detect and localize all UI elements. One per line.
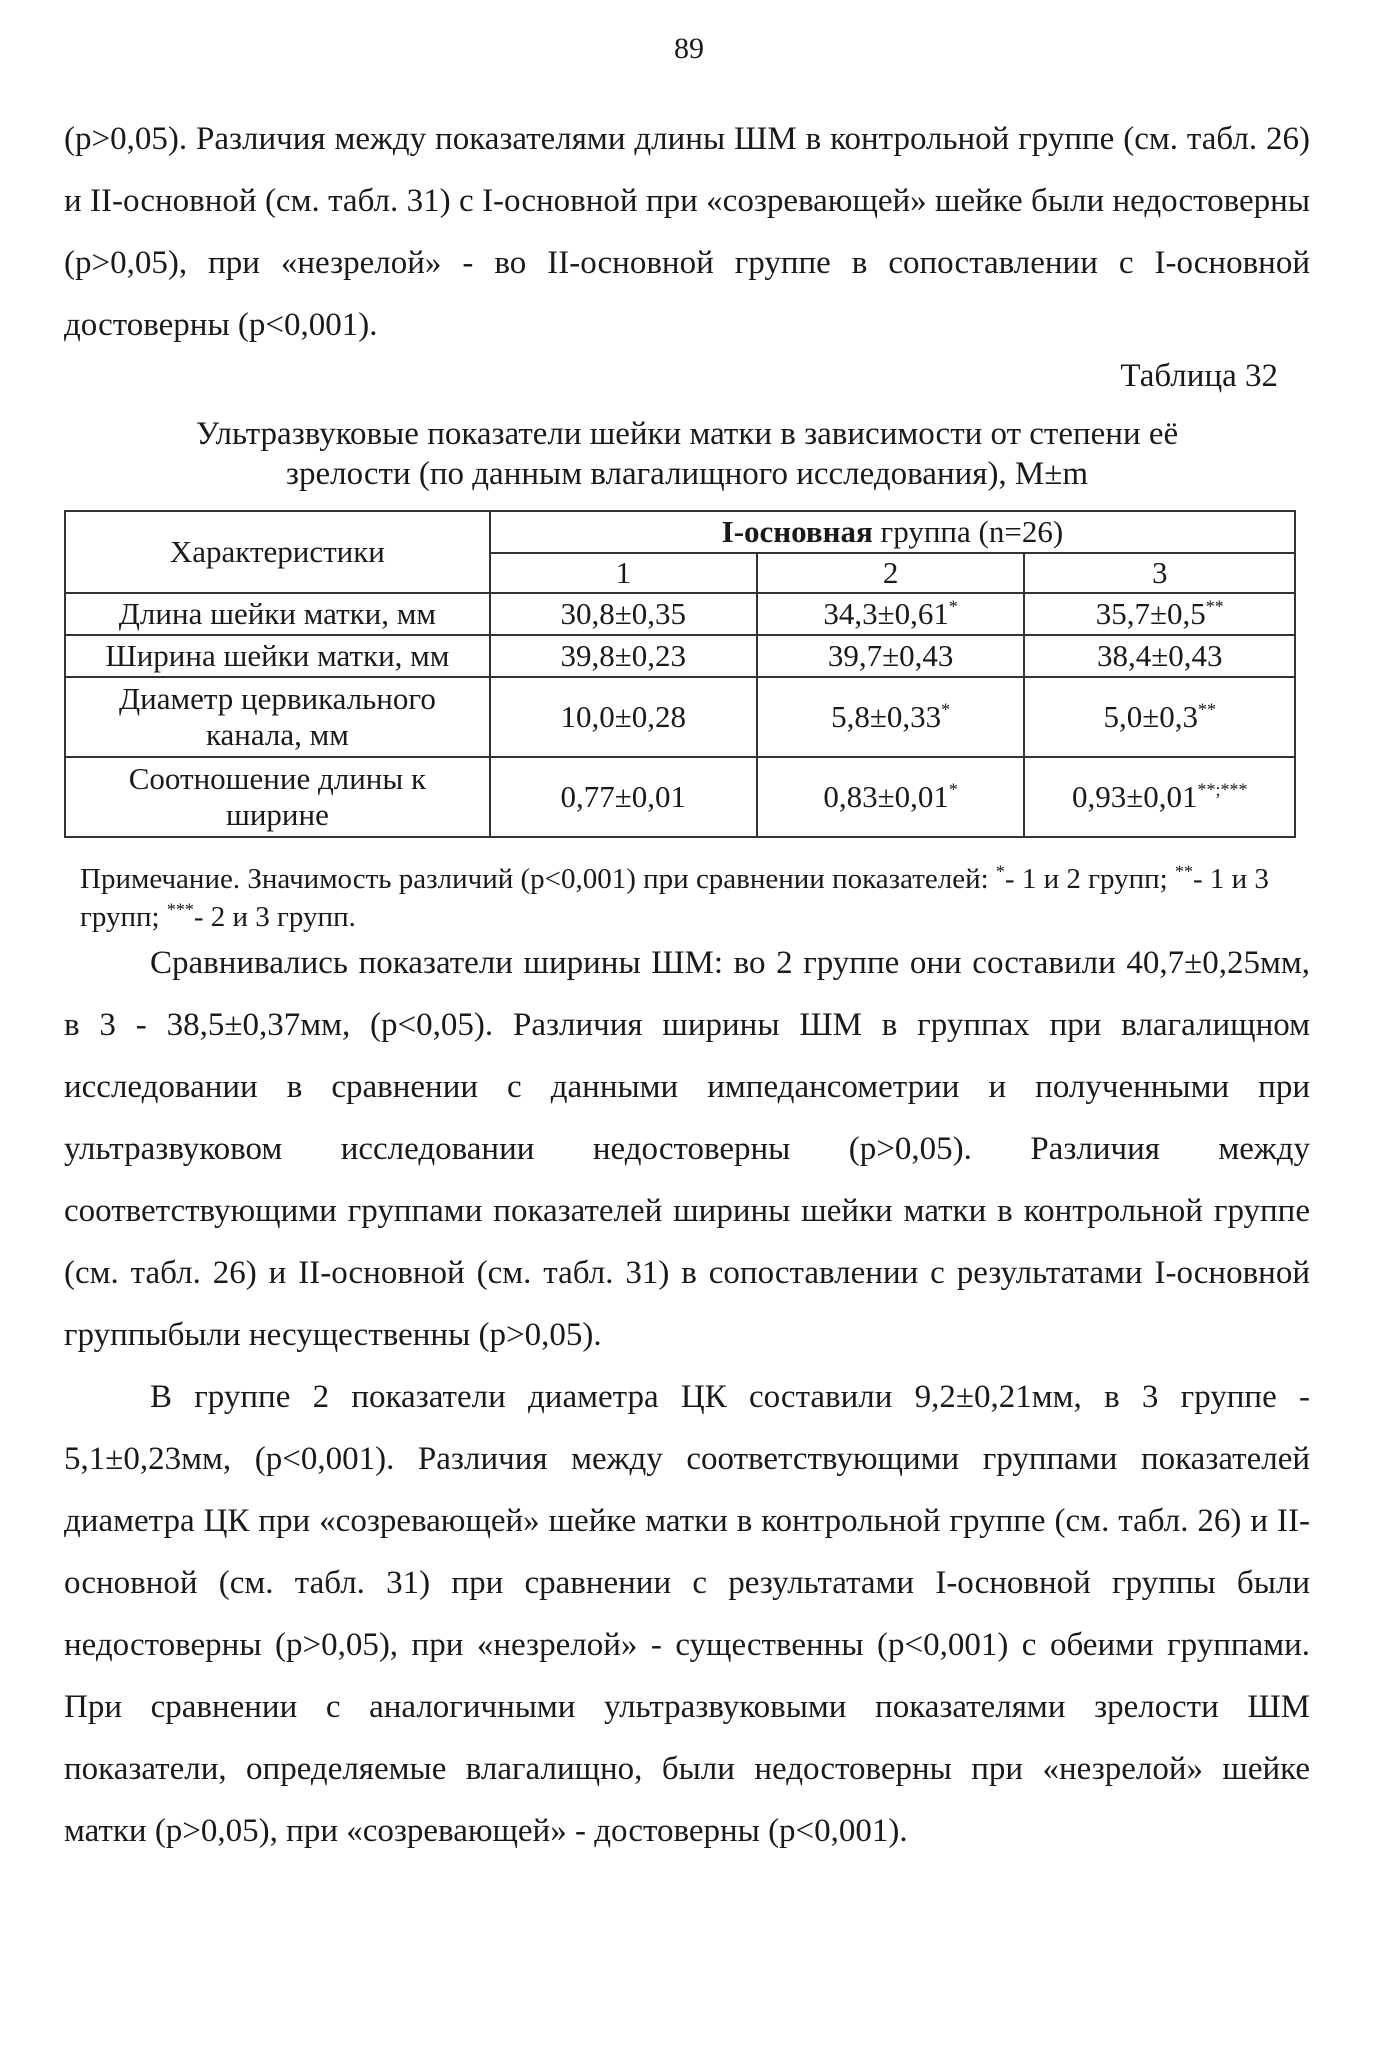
header-group-rest: группа (n=26) <box>872 514 1064 549</box>
cell-value: 38,4±0,43 <box>1024 635 1295 677</box>
table-label: Таблица 32 <box>1120 358 1278 394</box>
intro-paragraph: (p>0,05). Различия между показателями длины ШМ в контрольной группе (см. табл. 26) и II-основной (см. табл. 31) с I-основной при «созревающей» шейке были недостоверны (p>0,05), при «незрелой» - во II-основной группе в сопоставлении с I-основной достоверны (p<0,001). <box>64 121 1310 343</box>
cell-value: 39,7±0,43 <box>757 635 1025 677</box>
header-col-2: 2 <box>757 553 1025 593</box>
row-name: Соотношение длины к ширине <box>65 757 490 837</box>
row-name: Ширина шейки матки, мм <box>65 635 490 677</box>
cell-value: 5,0±0,3** <box>1024 677 1295 757</box>
table-row <box>65 677 1295 757</box>
header-group <box>490 511 1295 553</box>
cell-value: 0,77±0,01 <box>490 757 757 837</box>
header-col-1: 1 <box>490 553 757 593</box>
cell-value: 10,0±0,28 <box>490 677 757 757</box>
cell-value: 0,93±0,01**;*** <box>1024 757 1295 837</box>
table-row <box>65 593 1295 635</box>
table-row <box>65 757 1295 837</box>
cell-value: 0,83±0,01* <box>757 757 1025 837</box>
table-title <box>64 414 1310 494</box>
cell-value: 35,7±0,5** <box>1024 593 1295 635</box>
cell-value: 5,8±0,33* <box>757 677 1025 757</box>
data-table <box>64 510 1296 838</box>
cell-value: 39,8±0,23 <box>490 635 757 677</box>
table-title-line-2: зрелости (по данным влагалищного исследования), M±m <box>285 456 1089 492</box>
paragraph-diameter: В группе 2 показатели диаметра ЦК составили 9,2±0,21мм, в 3 группе - 5,1±0,23мм, (p<0,001). Различия между соответствующими группами показателей диаметра ЦК при «созревающей» шейке матки в контрольной группе (см. табл. 26) и II-основной (см. табл. 31) при сравнении с результатами I-основной группы были недостоверны (p>0,05), при «незрелой» - существенны (p<0,001) с обеими группами. При сравнении с аналогичными ультразвуковыми показателями зрелости ШМ показатели, определяемые влагалищно, были недостоверны при «незрелой» шейке матки (p>0,05), при «созревающей» - достоверны (p<0,001). <box>64 1379 1310 1849</box>
cell-value: 30,8±0,35 <box>490 593 757 635</box>
header-group-bold: I-основная <box>721 514 873 549</box>
table-row <box>65 635 1295 677</box>
cell-value: 34,3±0,61* <box>757 593 1025 635</box>
row-name: Диаметр цервикального канала, мм <box>65 677 490 757</box>
table-note: Примечание. Значимость различий (p<0,001) при сравнении показателей: *- 1 и 2 групп; **- 1 и 3 групп; ***- 2 и 3 групп. <box>80 861 1269 933</box>
page-number: 89 <box>674 32 704 65</box>
paragraph-width: Сравнивались показатели ширины ШМ: во 2 группе они составили 40,7±0,25мм, в 3 - 38,5±0,37мм, (p<0,05). Различия ширины ШМ в группах при влагалищном исследовании в сравнении с данными импедансометрии и полученными при ультразвуковом исследовании недостоверны (p>0,05). Различия между соответствующими группами показателей ширины шейки матки в контрольной группе (см. табл. 26) и II-основной (см. табл. 31) в сопоставлении с результатами I-основной группыбыли несущественны (p>0,05). <box>64 945 1310 1353</box>
header-characteristics: Характеристики <box>65 511 490 593</box>
header-col-3: 3 <box>1024 553 1295 593</box>
table-title-line-1: Ультразвуковые показатели шейки матки в зависимости от степени её <box>195 416 1179 452</box>
row-name: Длина шейки матки, мм <box>65 593 490 635</box>
